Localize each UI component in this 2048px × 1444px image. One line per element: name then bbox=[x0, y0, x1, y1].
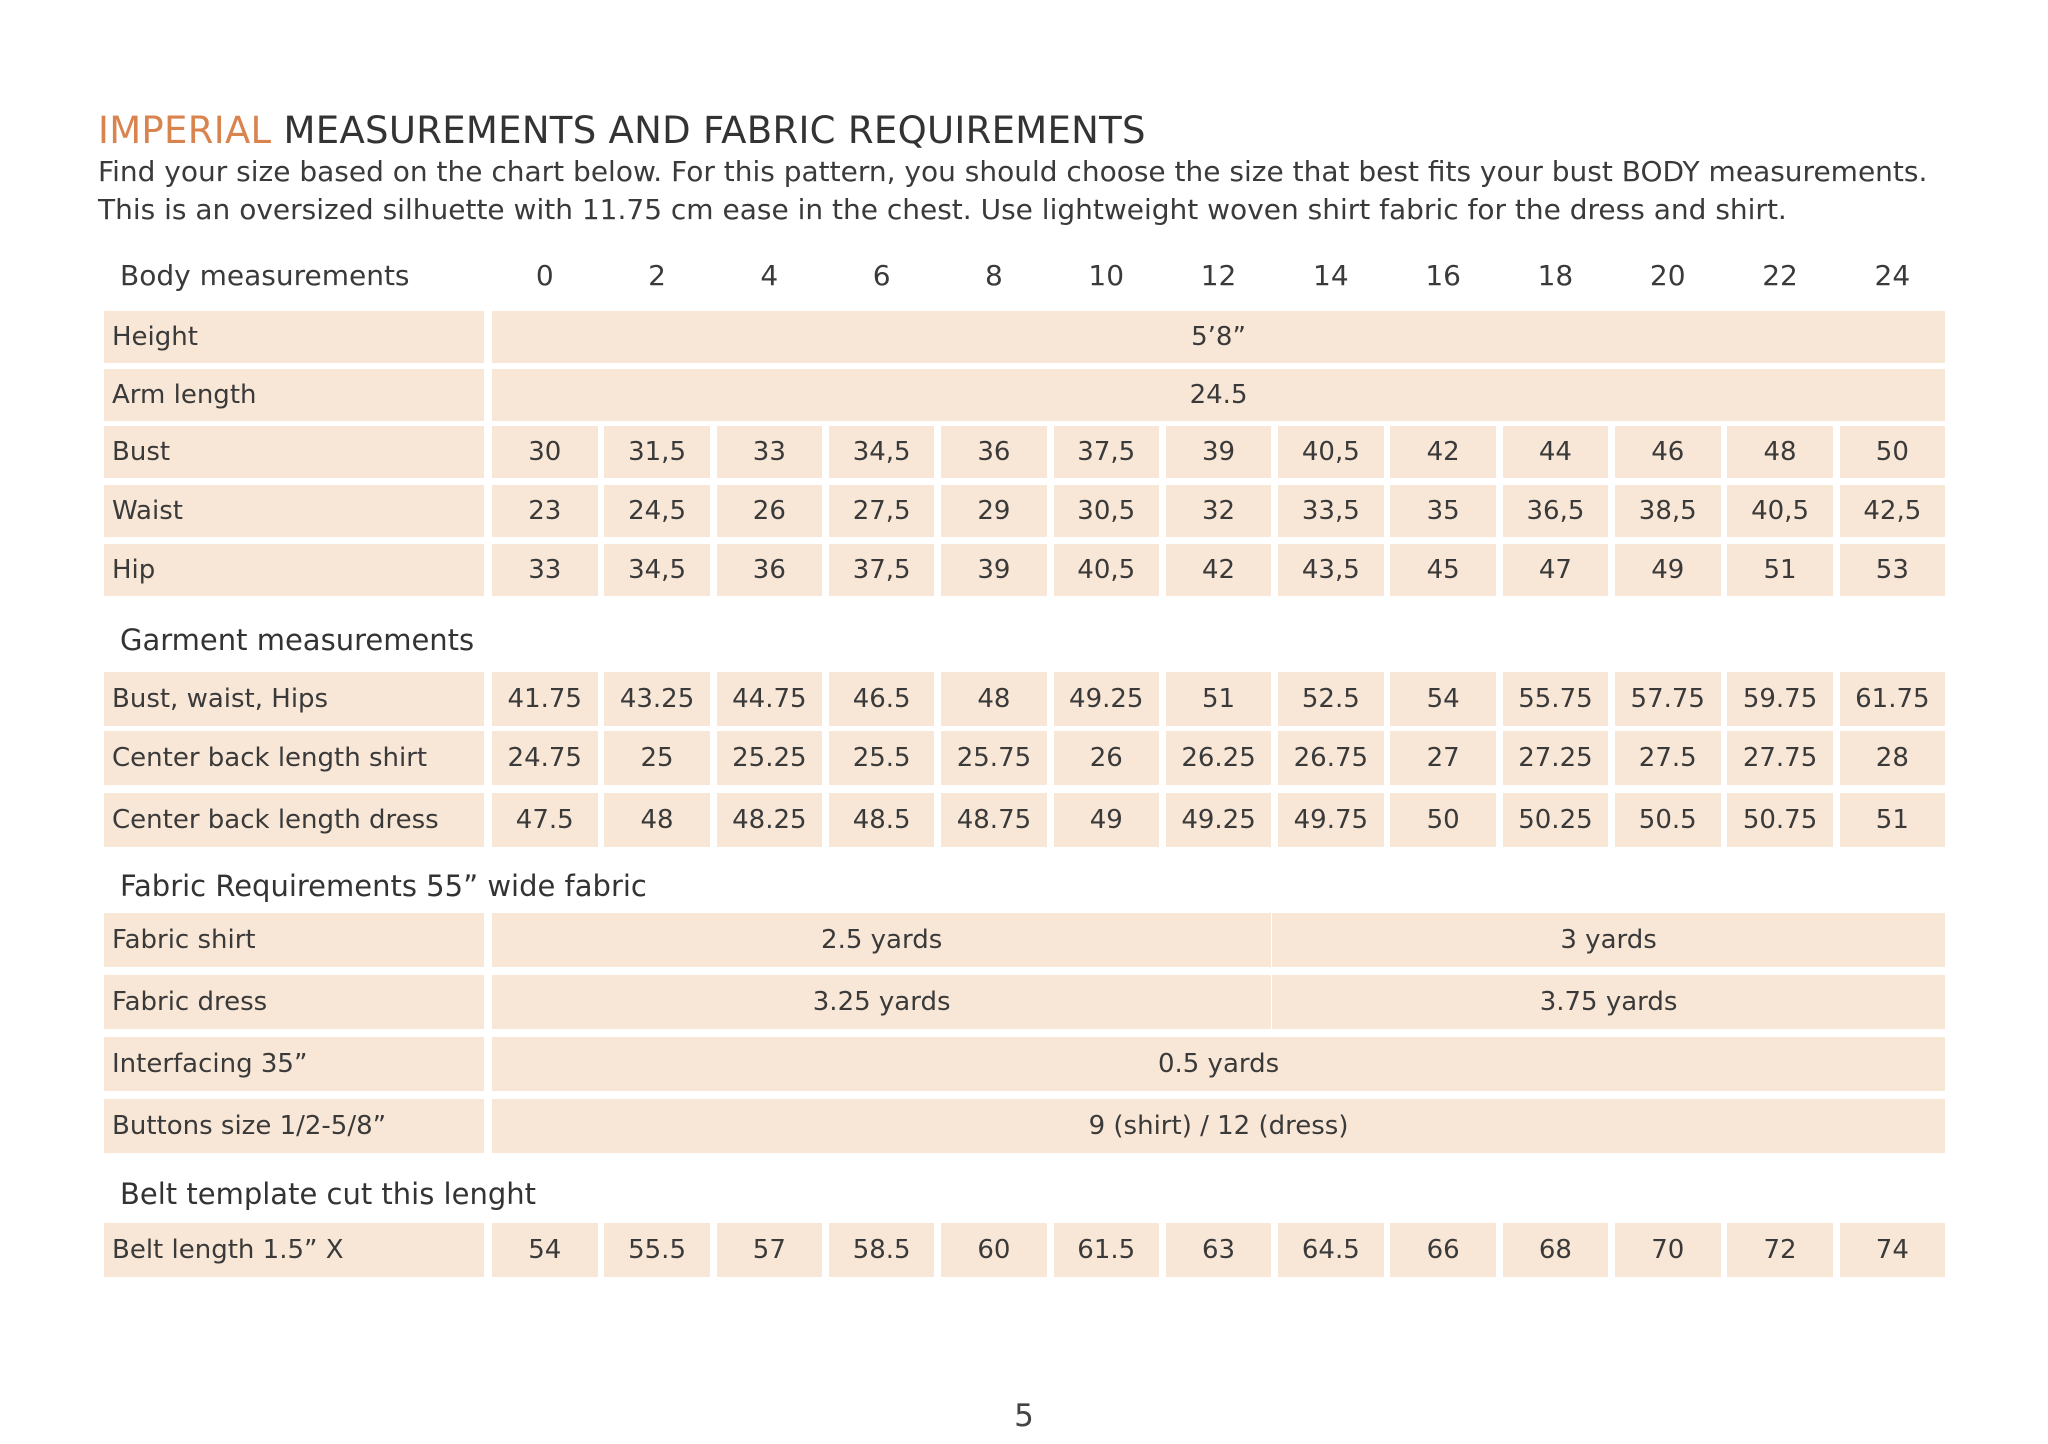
table-cell: 26.75 bbox=[1278, 731, 1384, 785]
table-cell: 44.75 bbox=[717, 672, 823, 726]
span-cell-left: 3.25 yards bbox=[492, 975, 1271, 1029]
table-cell: 51 bbox=[1840, 793, 1946, 847]
table-cell: 49.25 bbox=[1054, 672, 1160, 726]
table-cell: 26.25 bbox=[1166, 731, 1272, 785]
table-cell: 46.5 bbox=[829, 672, 935, 726]
table-cell: 27 bbox=[1390, 731, 1496, 785]
table-cell: 39 bbox=[1166, 426, 1272, 478]
size-header: 0 bbox=[535, 259, 554, 292]
table-cell: 68 bbox=[1503, 1223, 1609, 1277]
table-cell: 50 bbox=[1390, 793, 1496, 847]
table-cell: 36,5 bbox=[1503, 485, 1609, 537]
table-cell: 74 bbox=[1840, 1223, 1946, 1277]
table-cell: 72 bbox=[1727, 1223, 1833, 1277]
table-cell: 29 bbox=[941, 485, 1047, 537]
table-cell: 40,5 bbox=[1054, 544, 1160, 596]
row-label: Center back length dress bbox=[104, 793, 484, 847]
row-label: Buttons size 1/2-5/8” bbox=[104, 1099, 484, 1153]
table-cell: 28 bbox=[1840, 731, 1946, 785]
table-cell: 48.25 bbox=[717, 793, 823, 847]
table-cell: 23 bbox=[492, 485, 598, 537]
page-title bbox=[98, 108, 1146, 153]
row-label: Bust bbox=[104, 426, 484, 478]
table-cell: 49 bbox=[1054, 793, 1160, 847]
row-label: Interfacing 35” bbox=[104, 1037, 484, 1091]
table-cell: 47.5 bbox=[492, 793, 598, 847]
span-cell-left: 2.5 yards bbox=[492, 913, 1271, 967]
table-cell: 50.25 bbox=[1503, 793, 1609, 847]
table-cell: 25.25 bbox=[717, 731, 823, 785]
table-cell: 41.75 bbox=[492, 672, 598, 726]
table-cell: 26 bbox=[1054, 731, 1160, 785]
span-cell-right: 3.75 yards bbox=[1272, 975, 1945, 1029]
size-header: 18 bbox=[1537, 259, 1574, 292]
table-cell: 58.5 bbox=[829, 1223, 935, 1277]
intro-line: This is an oversized silhuette with 11.75 cm ease in the chest. Use lightweight woven shirt fabric for the dress and shirt. bbox=[98, 193, 1787, 226]
table-cell: 40,5 bbox=[1278, 426, 1384, 478]
table-cell: 55.75 bbox=[1503, 672, 1609, 726]
table-cell: 57 bbox=[717, 1223, 823, 1277]
table-cell: 27.5 bbox=[1615, 731, 1721, 785]
table-cell: 50.5 bbox=[1615, 793, 1721, 847]
table-cell: 25.75 bbox=[941, 731, 1047, 785]
table-cell: 38,5 bbox=[1615, 485, 1721, 537]
table-cell: 48.75 bbox=[941, 793, 1047, 847]
span-cell: 9 (shirt) / 12 (dress) bbox=[492, 1099, 1945, 1153]
size-header: 10 bbox=[1088, 259, 1125, 292]
table-cell: 33 bbox=[492, 544, 598, 596]
table-cell: 30 bbox=[492, 426, 598, 478]
page-number: 5 bbox=[1014, 1398, 1034, 1434]
size-header: 14 bbox=[1313, 259, 1349, 292]
table-cell: 26 bbox=[717, 485, 823, 537]
intro-line: Find your size based on the chart below. For this pattern, you should choose the size that best fits your bust BODY measurements. bbox=[98, 155, 1928, 188]
table-cell: 33 bbox=[717, 426, 823, 478]
section-belt-heading: Belt template cut this lenght bbox=[120, 1177, 536, 1211]
row-label: Hip bbox=[104, 544, 484, 596]
size-header: 16 bbox=[1425, 259, 1461, 292]
table-cell: 27.75 bbox=[1727, 731, 1833, 785]
section-body-heading: Body measurements bbox=[120, 259, 410, 292]
table-cell: 30,5 bbox=[1054, 485, 1160, 537]
table-cell: 48 bbox=[941, 672, 1047, 726]
table-cell: 42,5 bbox=[1840, 485, 1946, 537]
table-cell: 27,5 bbox=[829, 485, 935, 537]
table-cell: 63 bbox=[1166, 1223, 1272, 1277]
table-cell: 43.25 bbox=[604, 672, 710, 726]
row-label: Arm length bbox=[104, 369, 484, 421]
section-fabric-heading: Fabric Requirements 55” wide fabric bbox=[120, 869, 647, 903]
table-cell: 50.75 bbox=[1727, 793, 1833, 847]
table-cell: 34,5 bbox=[829, 426, 935, 478]
table-cell: 46 bbox=[1615, 426, 1721, 478]
table-cell: 35 bbox=[1390, 485, 1496, 537]
table-cell: 55.5 bbox=[604, 1223, 710, 1277]
table-cell: 39 bbox=[941, 544, 1047, 596]
table-cell: 42 bbox=[1166, 544, 1272, 596]
row-label: Bust, waist, Hips bbox=[104, 672, 484, 726]
table-cell: 60 bbox=[941, 1223, 1047, 1277]
table-cell: 43,5 bbox=[1278, 544, 1384, 596]
table-cell: 52.5 bbox=[1278, 672, 1384, 726]
table-cell: 49 bbox=[1615, 544, 1721, 596]
table-cell: 33,5 bbox=[1278, 485, 1384, 537]
table-cell: 32 bbox=[1166, 485, 1272, 537]
table-cell: 59.75 bbox=[1727, 672, 1833, 726]
table-cell: 53 bbox=[1840, 544, 1946, 596]
table-cell: 49.75 bbox=[1278, 793, 1384, 847]
row-label: Fabric dress bbox=[104, 975, 484, 1029]
table-cell: 61.75 bbox=[1840, 672, 1946, 726]
table-cell: 31,5 bbox=[604, 426, 710, 478]
table-cell: 48 bbox=[604, 793, 710, 847]
table-cell: 61.5 bbox=[1054, 1223, 1160, 1277]
row-label: Waist bbox=[104, 485, 484, 537]
table-cell: 37,5 bbox=[829, 544, 935, 596]
table-cell: 47 bbox=[1503, 544, 1609, 596]
size-header: 2 bbox=[648, 259, 666, 292]
table-cell: 44 bbox=[1503, 426, 1609, 478]
table-cell: 54 bbox=[1390, 672, 1496, 726]
table-cell: 37,5 bbox=[1054, 426, 1160, 478]
size-header: 12 bbox=[1200, 259, 1237, 292]
row-label: Height bbox=[104, 311, 484, 363]
table-cell: 64.5 bbox=[1278, 1223, 1384, 1277]
table-cell: 40,5 bbox=[1727, 485, 1833, 537]
table-cell: 36 bbox=[717, 544, 823, 596]
span-cell: 24.5 bbox=[492, 369, 1945, 421]
table-cell: 27.25 bbox=[1503, 731, 1609, 785]
row-label: Center back length shirt bbox=[104, 731, 484, 785]
title-rest: MEASUREMENTS AND FABRIC REQUIREMENTS bbox=[283, 109, 1146, 152]
title-accent: IMPERIAL bbox=[98, 109, 272, 152]
table-cell: 24.75 bbox=[492, 731, 598, 785]
size-header: 6 bbox=[872, 259, 891, 292]
table-cell: 25.5 bbox=[829, 731, 935, 785]
table-cell: 49.25 bbox=[1166, 793, 1272, 847]
table-cell: 48.5 bbox=[829, 793, 935, 847]
size-header: 24 bbox=[1874, 259, 1911, 292]
size-header: 4 bbox=[760, 259, 779, 292]
span-cell: 0.5 yards bbox=[492, 1037, 1945, 1091]
row-label: Belt length 1.5” X bbox=[104, 1223, 484, 1277]
span-cell-right: 3 yards bbox=[1272, 913, 1945, 967]
table-cell: 45 bbox=[1390, 544, 1496, 596]
table-cell: 36 bbox=[941, 426, 1047, 478]
size-header: 22 bbox=[1762, 259, 1798, 292]
size-header: 20 bbox=[1649, 259, 1686, 292]
table-cell: 42 bbox=[1390, 426, 1496, 478]
span-cell: 5’8” bbox=[492, 311, 1945, 363]
table-cell: 34,5 bbox=[604, 544, 710, 596]
table-cell: 57.75 bbox=[1615, 672, 1721, 726]
table-cell: 51 bbox=[1727, 544, 1833, 596]
row-label: Fabric shirt bbox=[104, 913, 484, 967]
table-cell: 70 bbox=[1615, 1223, 1721, 1277]
table-cell: 50 bbox=[1840, 426, 1946, 478]
table-cell: 51 bbox=[1166, 672, 1272, 726]
section-garment-heading: Garment measurements bbox=[120, 623, 475, 657]
table-cell: 54 bbox=[492, 1223, 598, 1277]
size-header: 8 bbox=[985, 259, 1003, 292]
intro-text bbox=[98, 153, 1927, 229]
table-cell: 24,5 bbox=[604, 485, 710, 537]
table-cell: 48 bbox=[1727, 426, 1833, 478]
table-cell: 25 bbox=[604, 731, 710, 785]
table-cell: 66 bbox=[1390, 1223, 1496, 1277]
